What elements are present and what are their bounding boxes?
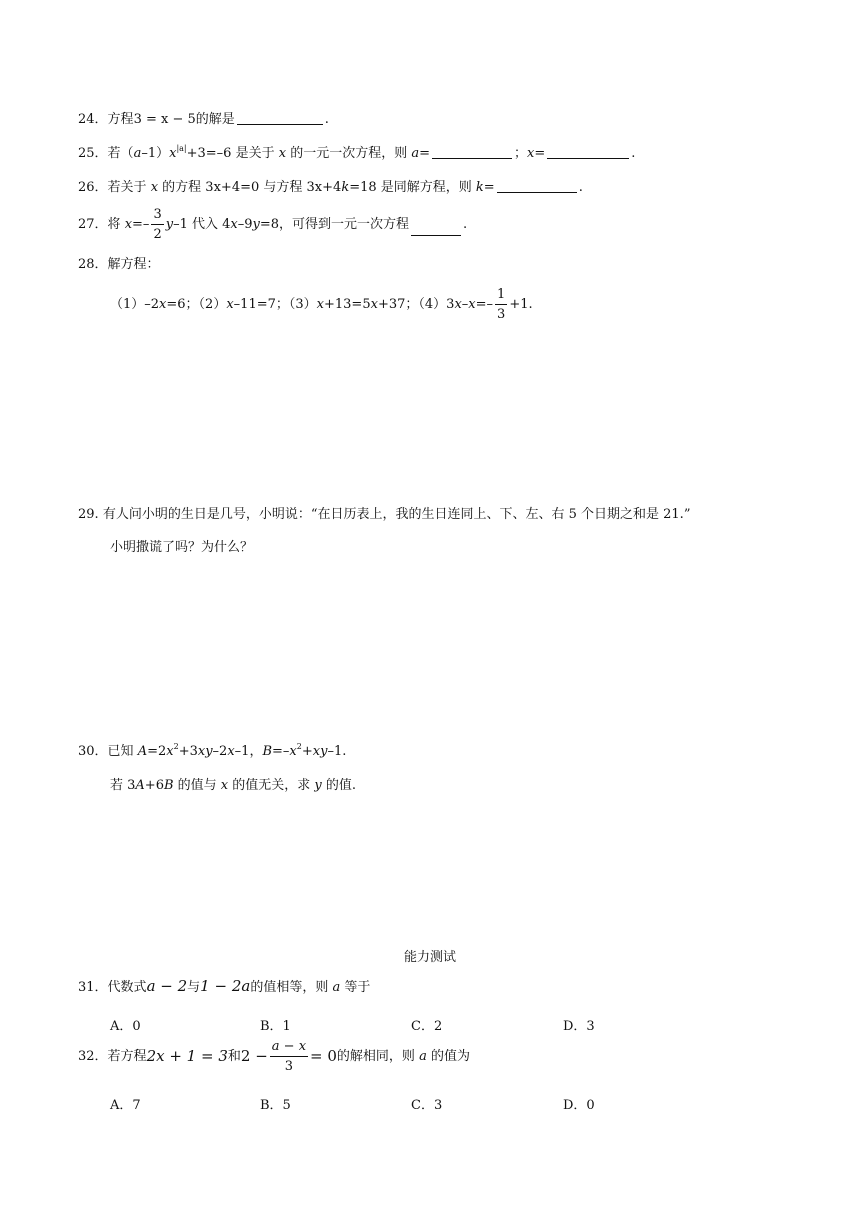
question-24 [78, 113, 329, 126]
q25-text: 若（ [107, 146, 134, 161]
q24-expression: 3 = x − 5 [133, 112, 196, 127]
question-30 [78, 742, 347, 759]
q27-text: 将 [107, 217, 125, 232]
question-28-parts [110, 288, 533, 321]
q30-text: –1. [327, 744, 347, 759]
var-x: x [468, 297, 476, 312]
var-x: x [230, 217, 238, 232]
q32-option-d[interactable]: D．0 [563, 1098, 595, 1113]
answer-blank-a[interactable] [432, 157, 512, 159]
fraction-numerator: 1 [495, 288, 507, 305]
q32-expression: 2 − [240, 1047, 268, 1065]
question-29 [78, 508, 690, 521]
q27-text: –9 [237, 217, 253, 232]
q32-text: 若方程 [107, 1049, 147, 1064]
var-x: x [220, 778, 229, 793]
q28-part-text: – [461, 297, 469, 312]
var-k: k [475, 180, 484, 195]
answer-blank[interactable] [237, 123, 323, 125]
q31-expression: a − 2 [146, 977, 188, 995]
q28-part-text: +37；（4）3 [377, 297, 455, 312]
q30-text: 的值与 [173, 778, 221, 793]
q32-option-a[interactable]: A．7 [110, 1098, 141, 1113]
q28-number: 28． [78, 257, 108, 272]
fraction-denominator: 3 [284, 1059, 294, 1074]
var-x: x [370, 297, 378, 312]
q25-text: +3=–6 是关于 [186, 146, 279, 161]
exponent: 2 [296, 742, 302, 751]
q31-expression: 1 − 2a [200, 977, 251, 995]
q32-option-b[interactable]: B．5 [260, 1098, 291, 1113]
fraction-denominator: 3 [497, 307, 506, 322]
q25-text: = [534, 146, 546, 161]
answer-blank-x[interactable] [547, 157, 629, 159]
q30-text: =2 [147, 744, 167, 759]
var-a: a [332, 980, 341, 995]
q26-text: =18 是同解方程，则 [349, 180, 476, 195]
fraction-numerator: a − x [270, 1040, 308, 1057]
exponent: |a| [176, 144, 187, 153]
q32-expression: 2x + 1 = 3 [146, 1047, 228, 1065]
q26-text: +4=0 与方程 3 [220, 180, 315, 195]
q32-number: 32． [78, 1049, 108, 1064]
var-a: a [419, 1049, 427, 1064]
q28-part-text: =6；（2） [166, 297, 227, 312]
var-x: x [124, 217, 133, 232]
q27-number: 27． [78, 217, 108, 232]
fraction-1-3 [495, 288, 507, 321]
q32-text: 的值为 [426, 1049, 470, 1064]
q28-part-text: +1. [509, 297, 533, 312]
q31-option-d[interactable]: D．3 [563, 1019, 595, 1034]
q30-number: 30． [78, 744, 108, 759]
fraction-3-2 [151, 208, 163, 241]
q24-post: 的解是 [195, 112, 235, 127]
var-x: x [289, 744, 297, 759]
q25-text: ； [514, 146, 528, 161]
question-25 [78, 144, 636, 161]
q31-text: 等于 [340, 980, 371, 995]
var-B: B [262, 744, 273, 759]
q25-end: . [631, 146, 636, 161]
q26-end: . [578, 180, 583, 195]
q30-text: 的值无关，求 [228, 778, 315, 793]
var-x: x [454, 297, 462, 312]
q31-text: 代数式 [107, 980, 147, 995]
section-title: 能力测试 [403, 950, 456, 965]
q27-text: =– [132, 217, 150, 232]
q27-end: . [463, 217, 468, 232]
q26-number: 26． [78, 180, 108, 195]
var-x: x [150, 180, 159, 195]
q26-text: 若关于 [107, 180, 151, 195]
q27-text: =8，可得到一元一次方程 [259, 217, 410, 232]
q28-part-text: =– [475, 297, 494, 312]
q29-text: 有人问小明的生日是几号，小明说：“在日历表上，我的生日连同上、下、左、右 5 个日期之和是 21.” [102, 507, 691, 522]
q30-text: +3 [178, 744, 198, 759]
q28-part-text: +13=5 [324, 297, 371, 312]
q31-number: 31． [78, 980, 108, 995]
q26-text: +4 [322, 180, 342, 195]
q28-part-text: （1）–2 [110, 297, 160, 312]
answer-blank[interactable] [411, 234, 461, 236]
var-xy: xy [197, 744, 213, 759]
question-28 [78, 258, 160, 271]
var-x: x [314, 180, 323, 195]
question-29-line2 [110, 541, 253, 554]
var-x: x [213, 180, 221, 195]
fraction-denominator: 2 [153, 227, 162, 242]
q24-pre: 方程 [107, 112, 134, 127]
answer-blank[interactable] [497, 191, 577, 193]
var-B: B [163, 778, 174, 793]
var-x: x [278, 146, 287, 161]
q30-text: 的值. [321, 778, 357, 793]
question-31 [78, 979, 370, 994]
q25-text: –1） [141, 146, 170, 161]
q28-part-text: –11=7；（3） [233, 297, 317, 312]
question-32 [78, 1040, 470, 1073]
fraction-a-minus-x-over-3 [270, 1040, 308, 1073]
q28-text: 解方程： [107, 257, 160, 272]
q32-expression: = 0 [310, 1047, 337, 1065]
var-x: x [527, 146, 535, 161]
q31-option-a[interactable]: A．0 [110, 1019, 141, 1034]
q31-option-c[interactable]: C．2 [411, 1019, 443, 1034]
var-x: x [169, 146, 177, 161]
q30-text: –2 [212, 744, 228, 759]
q31-option-b[interactable]: B．1 [260, 1019, 291, 1034]
fraction-numerator: 3 [151, 208, 163, 225]
var-xy: xy [312, 744, 328, 759]
var-y: y [314, 778, 322, 793]
q32-text: 和 [227, 1049, 241, 1064]
q25-text: 的一元一次方程，则 [286, 146, 412, 161]
q30-text: + [301, 744, 313, 759]
q30-text: =– [272, 744, 290, 759]
q32-text: 的解相同，则 [336, 1049, 420, 1064]
var-x: x [159, 297, 167, 312]
q29-text: 小明撒谎了吗？为什么？ [110, 540, 254, 555]
var-x: x [166, 744, 174, 759]
var-y: y [165, 217, 174, 232]
question-26 [78, 181, 583, 194]
var-x: x [316, 297, 324, 312]
q26-text: = [483, 180, 495, 195]
q30-text: 若 3 [110, 778, 136, 793]
var-x: x [227, 744, 235, 759]
question-30-line2 [110, 779, 356, 792]
q30-text: +6 [144, 778, 164, 793]
q32-option-c[interactable]: C．3 [411, 1098, 443, 1113]
q31-text: 与 [187, 980, 201, 995]
var-a: a [133, 146, 142, 161]
var-k: k [341, 180, 350, 195]
q31-text: 的值相等，则 [250, 980, 333, 995]
exponent: 2 [173, 742, 179, 751]
var-x: x [226, 297, 234, 312]
q30-text: –1， [234, 744, 263, 759]
var-A: A [135, 778, 145, 793]
var-A: A [137, 744, 148, 759]
q24-number: 24． [78, 112, 108, 127]
q25-number: 25． [78, 146, 108, 161]
q26-text: 的方程 3 [158, 180, 214, 195]
var-y: y [252, 217, 260, 232]
var-a: a [411, 146, 420, 161]
q30-text: 已知 [107, 744, 138, 759]
q27-text: –1 代入 4 [173, 217, 231, 232]
q25-text: = [419, 146, 430, 161]
q29-number: 29. [78, 507, 99, 522]
q24-end: . [324, 112, 329, 127]
question-27 [78, 208, 467, 241]
